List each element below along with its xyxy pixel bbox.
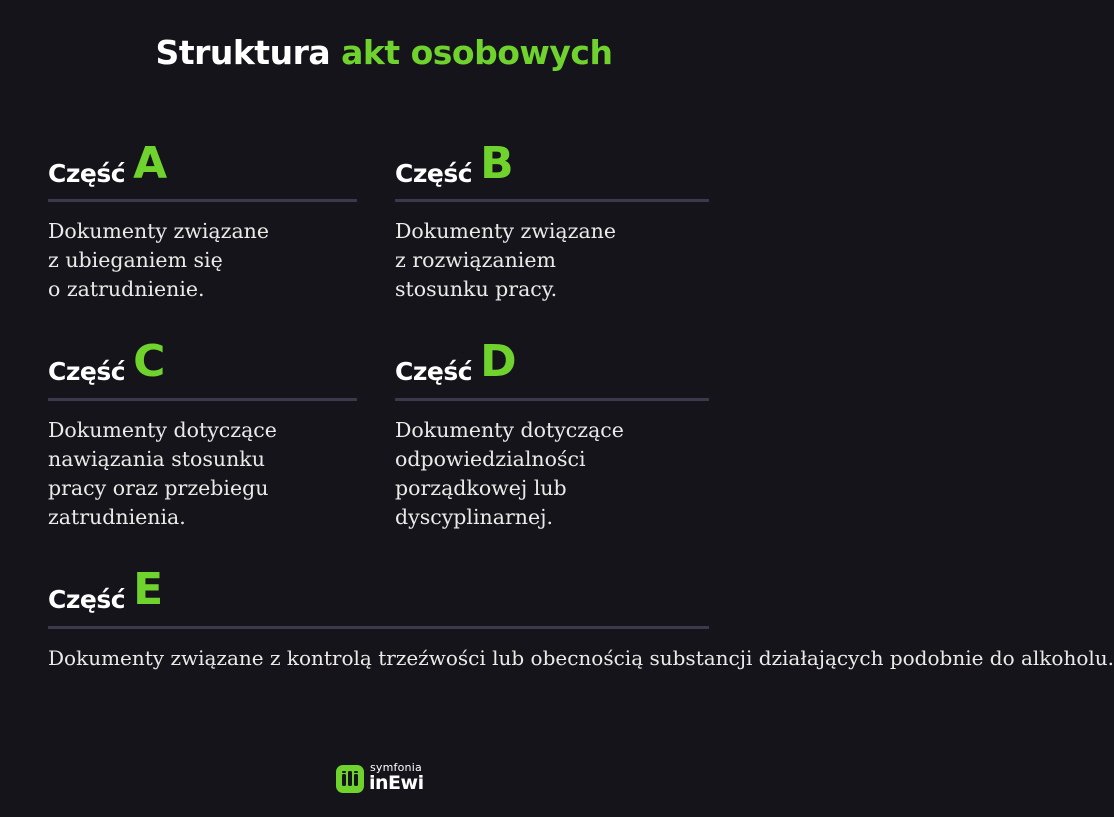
section-a-heading [48,138,168,189]
section-e-divider [48,626,709,629]
logo-big-text: inEwi [369,772,424,794]
section-b-letter: B [480,138,514,189]
section-a-divider [48,199,357,202]
section-d-letter: D [480,336,517,387]
logo-small-text: symfonia [370,761,422,774]
title-accent: akt osobowych [341,33,613,72]
section-e-heading [48,564,164,615]
section-e-letter: E [133,564,164,615]
section-b-part-label: Część [395,159,473,188]
section-a-letter: A [133,138,168,189]
section-c-description: Dokumenty dotyczące nawiązania stosunku pracy oraz przebiegu zatrudnienia. [48,418,277,529]
section-b-heading [395,138,514,189]
page-title [0,30,768,76]
logo-mark-icon [336,765,364,793]
section-b-description: Dokumenty związane z rozwiązaniem stosunku pracy. [395,219,616,301]
section-e-description: Dokumenty związane z kontrolą trzeźwości lub obecnością substancji działających podobnie do alkoholu. [48,646,1114,670]
title-prefix: Struktura [155,33,331,72]
section-e-part-label: Część [48,585,126,614]
section-c-part-label: Część [48,357,126,386]
section-d-part-label: Część [395,357,473,386]
section-a-part-label: Część [48,159,126,188]
section-d-heading [395,336,517,387]
section-c-heading [48,336,166,387]
section-c-letter: C [133,336,166,387]
section-b-divider [395,199,709,202]
section-d-description: Dokumenty dotyczące odpowiedzialności porządkowej lub dyscyplinarnej. [395,418,624,529]
section-d-divider [395,398,709,401]
section-a-description: Dokumenty związane z ubieganiem się o zatrudnienie. [48,219,269,301]
symfonia-inewi-logo [336,761,436,797]
section-c-divider [48,398,357,401]
